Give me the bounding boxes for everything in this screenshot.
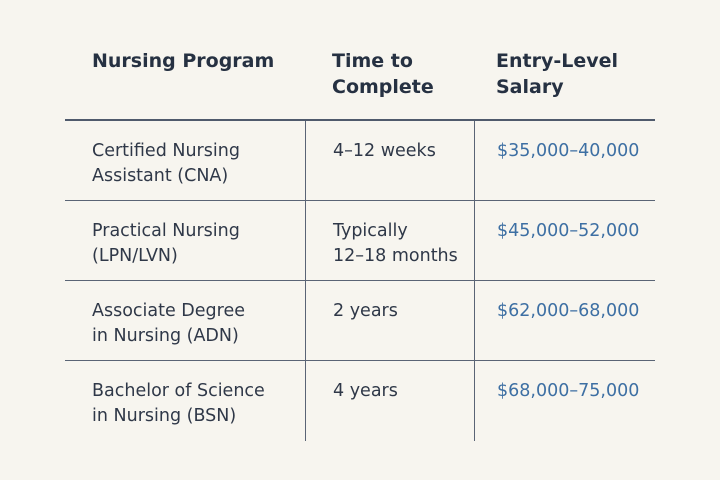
- program-cell: [65, 281, 305, 360]
- time-line: 12–18 months: [333, 246, 458, 266]
- program-line: in Nursing (BSN): [92, 406, 237, 426]
- time-line: 4–12 weeks: [333, 141, 436, 161]
- salary-line: $68,000–75,000: [497, 381, 640, 401]
- table-row: [65, 201, 655, 281]
- header-program-line-1: Nursing Program: [92, 50, 275, 72]
- salary-line: $62,000–68,000: [497, 301, 640, 321]
- time-cell: [305, 361, 474, 441]
- header-program: [65, 36, 305, 119]
- salary-line: $45,000–52,000: [497, 221, 640, 241]
- table-row: [65, 361, 655, 441]
- program-line: Assistant (CNA): [92, 166, 229, 186]
- time-line: 4 years: [333, 381, 398, 401]
- salary-cell: [474, 281, 655, 360]
- program-line: (LPN/LVN): [92, 246, 178, 266]
- header-salary-line-1: Entry-Level: [496, 50, 619, 72]
- header-time-line-1: Time to: [332, 50, 413, 72]
- salary-line: $35,000–40,000: [497, 141, 640, 161]
- time-cell: [305, 281, 474, 360]
- nursing-programs-table: [65, 36, 655, 441]
- program-cell: [65, 121, 305, 200]
- header-salary: [474, 36, 655, 119]
- program-cell: [65, 361, 305, 441]
- table-row: [65, 281, 655, 361]
- program-line: Bachelor of Science: [92, 381, 265, 401]
- time-cell: [305, 121, 474, 200]
- header-time: [305, 36, 474, 119]
- salary-cell: [474, 121, 655, 200]
- program-line: Associate Degree: [92, 301, 246, 321]
- program-line: Certified Nursing: [92, 141, 240, 161]
- salary-cell: [474, 201, 655, 280]
- salary-cell: [474, 361, 655, 441]
- program-line: Practical Nursing: [92, 221, 240, 241]
- time-cell: [305, 201, 474, 280]
- time-line: Typically: [333, 221, 408, 241]
- header-time-line-2: Complete: [332, 76, 434, 98]
- table-row: [65, 121, 655, 201]
- program-line: in Nursing (ADN): [92, 326, 239, 346]
- time-line: 2 years: [333, 301, 398, 321]
- table-header-row: [65, 36, 655, 119]
- header-salary-line-2: Salary: [496, 76, 564, 98]
- program-cell: [65, 201, 305, 280]
